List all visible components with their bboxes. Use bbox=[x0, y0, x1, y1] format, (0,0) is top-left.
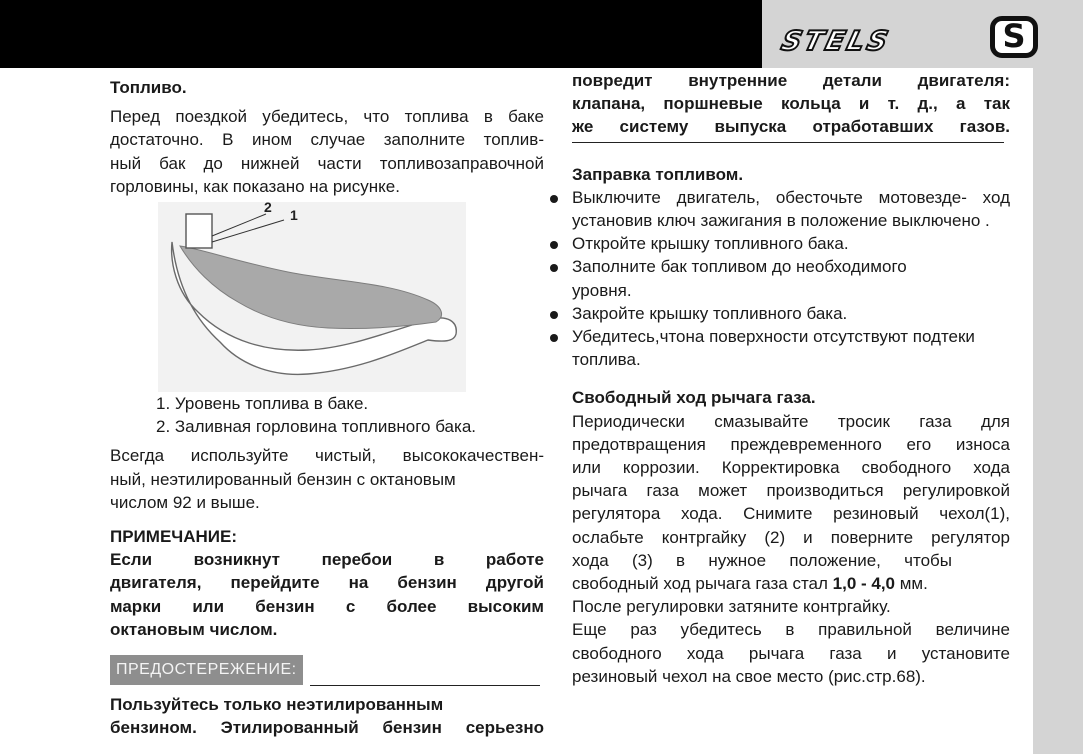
figure-caption: 1. Уровень топлива в баке. bbox=[156, 394, 369, 414]
text-line: хода (3) в нужное положение, чтобы bbox=[572, 550, 952, 570]
fuel-heading: Топливо. bbox=[110, 78, 187, 97]
fuel-grade-paragraph bbox=[110, 444, 544, 514]
list-item: Убедитесь,чтона поверхности отсутствуют подтеки топлива. bbox=[572, 325, 1010, 371]
note-heading: ПРИМЕЧАНИЕ: bbox=[110, 527, 237, 547]
text-line: достаточно. В ином случае заполните топлив- bbox=[110, 130, 544, 150]
text-line: марки или бензин с более высоким bbox=[110, 596, 544, 616]
brand-badge-letter: S bbox=[1002, 17, 1026, 55]
text-line: числом 92 и выше. bbox=[110, 492, 260, 512]
text-line: Перед поездкой убедитесь, что топлива в баке bbox=[110, 107, 544, 127]
note-paragraph bbox=[110, 548, 544, 641]
warning-underline bbox=[310, 685, 540, 686]
list-item: Заполните бак топливом до необходимого уровня. bbox=[572, 255, 1010, 301]
text-line: Пользуйтесь только неэтилированным bbox=[110, 695, 444, 715]
list-item: Откройте крышку топливного бака. bbox=[572, 232, 1010, 255]
text-line: октановым числом. bbox=[110, 619, 278, 639]
refuel-heading: Заправка топливом. bbox=[572, 164, 744, 184]
brand-logo-wordmark: STELS bbox=[778, 26, 894, 57]
freeplay-unit: мм. bbox=[895, 574, 928, 594]
header-bar bbox=[0, 0, 762, 68]
text-line: же систему выпуска отработавших газов. bbox=[572, 117, 1010, 137]
text-line: ный, неэтилированный бензин с октановым bbox=[110, 469, 456, 489]
text-line: После регулировки затяните контргайку. bbox=[572, 597, 891, 617]
text-line: бензином. Этилированный бензин серьезно bbox=[110, 718, 544, 738]
freeplay-text: свободный ход рычага газа стал bbox=[572, 574, 833, 594]
text-line: резиновый чехол на свое место (рис.стр.68). bbox=[572, 666, 926, 686]
text-line: или коррозии. Корректировка свободного хода bbox=[572, 458, 1010, 478]
text-line: клапана, поршневые кольца и т. д., а так bbox=[572, 94, 1010, 114]
page-side-strip bbox=[1033, 68, 1083, 754]
brand-logo-panel bbox=[762, 0, 1083, 68]
figure-captions bbox=[156, 392, 544, 438]
freeplay-value: 1,0 - 4,0 bbox=[832, 574, 896, 594]
warning-header bbox=[110, 653, 544, 693]
text-line: двигателя, перейдите на бензин другой bbox=[110, 573, 544, 593]
text-line: горловины, как показано на рисунке. bbox=[110, 176, 400, 196]
text-line: ослабьте контргайку (2) и поверните регулятор bbox=[572, 527, 1010, 547]
fuel-intro-paragraph bbox=[110, 105, 544, 198]
right-column bbox=[572, 69, 1010, 688]
text-line: повредит внутренние детали двигателя: bbox=[572, 71, 1010, 90]
throttle-heading: Свободный ход рычага газа. bbox=[572, 388, 816, 408]
throttle-paragraph bbox=[572, 410, 1010, 688]
left-column bbox=[110, 76, 544, 739]
text-line: ный бак до нижней части топливозаправочной bbox=[110, 153, 544, 173]
warning-continuation bbox=[572, 69, 1010, 139]
section-divider bbox=[572, 142, 1004, 143]
text-line: Периодически смазывайте тросик газа для bbox=[572, 411, 1010, 431]
text-line: Всегда используйте чистый, высококачествен- bbox=[110, 446, 544, 466]
refuel-steps-list bbox=[572, 186, 1010, 372]
figure-label-2: 2 bbox=[264, 199, 272, 216]
text-line: свободного хода рычага газа и установите bbox=[572, 643, 1010, 663]
brand-logo-badge bbox=[990, 16, 1038, 58]
figure-caption: 2. Заливная горловина топливного бака. bbox=[156, 417, 476, 437]
text-line: предотвращения преждевременного его износа bbox=[572, 434, 1010, 454]
warning-label: ПРЕДОСТЕРЕЖЕНИЕ: bbox=[110, 655, 303, 685]
fuel-tank-illustration bbox=[158, 202, 466, 392]
figure-label-1: 1 bbox=[290, 207, 298, 224]
text-line: Еще раз убедитесь в правильной величине bbox=[572, 620, 1010, 640]
list-item: Закройте крышку топливного бака. bbox=[572, 302, 1010, 325]
fuel-tank-figure bbox=[158, 199, 466, 392]
freeplay-line bbox=[572, 572, 1010, 595]
list-item: Выключите двигатель, обесточьте мотовезде- ход установив ключ зажигания в положение выключено . bbox=[572, 186, 1010, 232]
warning-paragraph bbox=[110, 693, 544, 739]
text-line: Если возникнут перебои в работе bbox=[110, 550, 544, 570]
text-line: регулятора хода. Снимите резиновый чехол(1), bbox=[572, 504, 1010, 524]
text-line: рычага газа может производиться регулировкой bbox=[572, 481, 1010, 501]
